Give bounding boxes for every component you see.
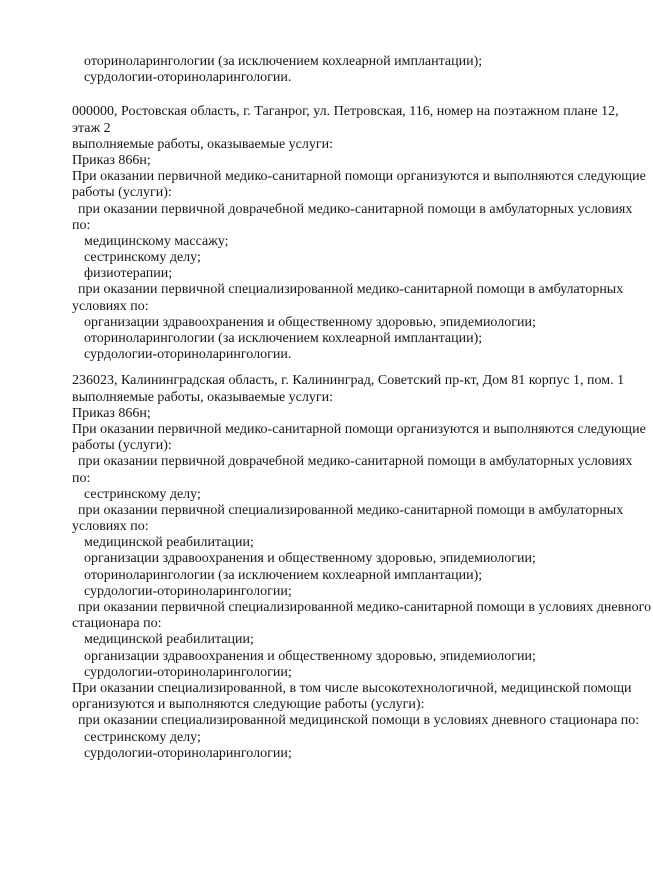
section-address-taganrog — [0, 104, 653, 363]
text-line: 000000, Ростовская область, г. Таганрог, ул. Петровская, 116, номер на поэтажном плане 12, — [72, 104, 619, 120]
text-line: сурдологии-оториноларингологии; — [84, 583, 292, 599]
text-line: сестринскому делу; — [84, 486, 201, 502]
text-line: при оказании первичной специализированной медико-санитарной помощи в условиях дневного — [78, 600, 652, 615]
text-line: сурдологии-оториноларингологии. — [84, 347, 292, 363]
text-line: Приказ 866н; — [72, 405, 151, 421]
text-line: выполняемые работы, оказываемые услуги: — [72, 136, 334, 152]
text-line: при оказании первичной доврачебной медико-санитарной помощи в амбулаторных условиях — [78, 201, 633, 217]
text-line: сестринскому делу; — [84, 729, 201, 745]
text-line: Приказ 866н; — [72, 152, 151, 168]
text-line: условиях по: — [72, 519, 149, 535]
section-previous-address-tail — [0, 54, 653, 86]
section-address-kaliningrad — [0, 373, 653, 762]
text-line: сурдологии-оториноларингологии; — [84, 745, 292, 761]
text-line: медицинскому массажу; — [84, 233, 229, 249]
text-line: сестринскому делу; — [84, 250, 201, 266]
text-line: при оказании первичной специализированной медико-санитарной помощи в амбулаторных — [78, 502, 624, 518]
text-line: оториноларингологии (за исключением кохлеарной имплантации); — [84, 567, 483, 583]
text-line: работы (услуги): — [72, 185, 172, 201]
text-line: При оказании первичной медико-санитарной помощи организуются и выполняются следующие — [72, 421, 646, 437]
text-line: организуются и выполняются следующие работы (услуги): — [72, 697, 425, 713]
text-line: сурдологии-оториноларингологии; — [84, 664, 292, 680]
text-line: по: — [72, 217, 91, 233]
text-line: при оказании специализированной медицинской помощи в условиях дневного стационара по: — [78, 713, 640, 729]
text-line: физиотерапии; — [84, 266, 173, 282]
text-line: 236023, Калининградская область, г. Калининград, Советский пр-кт, Дом 81 корпус 1, пом. 1 — [72, 373, 625, 389]
text-line: сурдологии-оториноларингологии. — [84, 70, 292, 86]
text-line: медицинской реабилитации; — [84, 632, 254, 648]
text-line: работы (услуги): — [72, 438, 172, 454]
text-line: При оказании первичной медико-санитарной помощи организуются и выполняются следующие — [72, 169, 646, 185]
text-line: организации здравоохранения и общественному здоровью, эпидемиологии; — [84, 314, 536, 330]
text-line: выполняемые работы, оказываемые услуги: — [72, 389, 334, 405]
text-line: медицинской реабилитации; — [84, 535, 254, 551]
text-line: оториноларингологии (за исключением кохлеарной имплантации); — [84, 54, 483, 69]
text-line: оториноларингологии (за исключением кохлеарной имплантации); — [84, 331, 483, 346]
text-line: стационара по: — [72, 616, 162, 632]
text-line: условиях по: — [72, 298, 149, 314]
text-line: организации здравоохранения и общественному здоровью, эпидемиологии; — [84, 551, 536, 567]
text-line: организации здравоохранения и общественному здоровью, эпидемиологии; — [84, 648, 536, 664]
text-line: этаж 2 — [72, 120, 111, 136]
text-line: при оказании первичной доврачебной медико-санитарной помощи в амбулаторных условиях — [78, 454, 633, 470]
text-line: по: — [72, 470, 91, 486]
text-line: При оказании специализированной, в том числе высокотехнологичной, медицинской помощи — [72, 680, 632, 696]
text-line: при оказании первичной специализированной медико-санитарной помощи в амбулаторных — [78, 282, 624, 298]
